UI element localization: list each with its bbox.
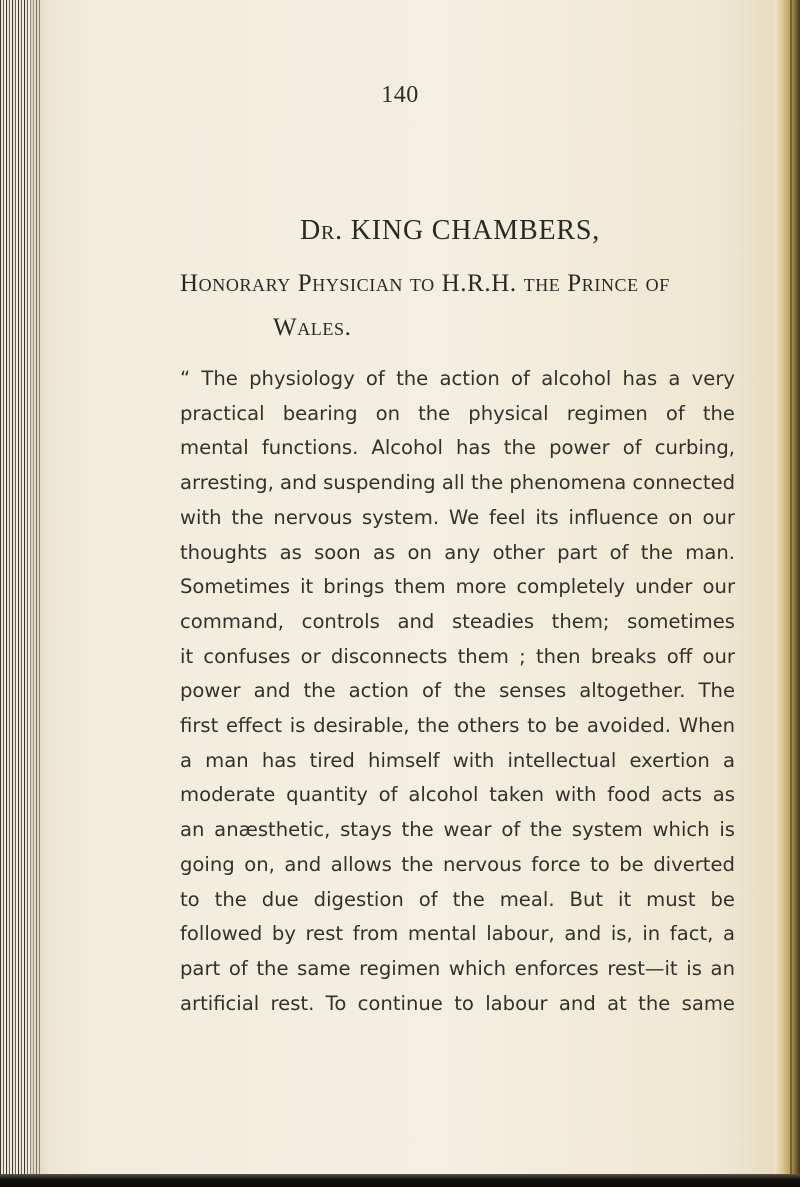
body-line: mental functions. Alcohol has the power of curbing,: [180, 436, 735, 460]
page-number: 140: [381, 82, 419, 108]
body-line: artificial rest. To continue to labour and at the same: [180, 991, 735, 1015]
body-line: to the due digestion of the meal. But it must be: [180, 887, 735, 911]
body-line: practical bearing on the physical regimen of the: [180, 401, 735, 425]
body-line: with the nervous system. We feel its influence on our: [180, 505, 735, 529]
body-line: a man has tired himself with intellectual exertion a: [180, 748, 735, 772]
body-line: going on, and allows the nervous force to be diverted: [180, 852, 735, 876]
body-line: “ The physiology of the action of alcohol has a very: [180, 367, 735, 390]
author-name: [300, 215, 700, 247]
right-edge-line: [790, 0, 792, 1187]
title-part-2: H.R.H.: [441, 270, 517, 297]
bottom-edge: [0, 1174, 800, 1187]
body-line: command, controls and steadies them; sometimes: [180, 609, 735, 633]
author-prefix: Dr.: [300, 215, 343, 246]
body-line: thoughts as soon as on any other part of the man.: [180, 540, 735, 564]
author-title: [180, 262, 735, 350]
body-line: power and the action of the senses altogether. The: [180, 679, 735, 703]
gutter-shadow: [30, 0, 50, 1187]
body-line: moderate quantity of alcohol taken with food acts as: [180, 783, 735, 807]
body-line: Sometimes it brings them more completely under our: [180, 575, 735, 599]
title-part-1: Honorary Physician to: [180, 270, 435, 297]
body-line: first effect is desirable, the others to be avoided. When: [180, 714, 735, 738]
body-line: arresting, and suspending all the phenomena connected: [180, 471, 736, 495]
right-gilt-edge: [774, 0, 800, 1187]
body-line: followed by rest from mental labour, and is, in fact, a: [180, 922, 735, 946]
quotation-body: [180, 362, 735, 1021]
title-part-3: the Prince of: [523, 270, 670, 297]
body-line: an anæsthetic, stays the wear of the system which is: [180, 818, 735, 842]
body-line: part of the same regimen which enforces rest—it is an: [180, 956, 735, 980]
title-line-2: Wales.: [273, 314, 352, 341]
author-surname: KING CHAMBERS,: [350, 215, 601, 246]
body-line: it confuses or disconnects them ; then breaks off our: [180, 644, 735, 668]
